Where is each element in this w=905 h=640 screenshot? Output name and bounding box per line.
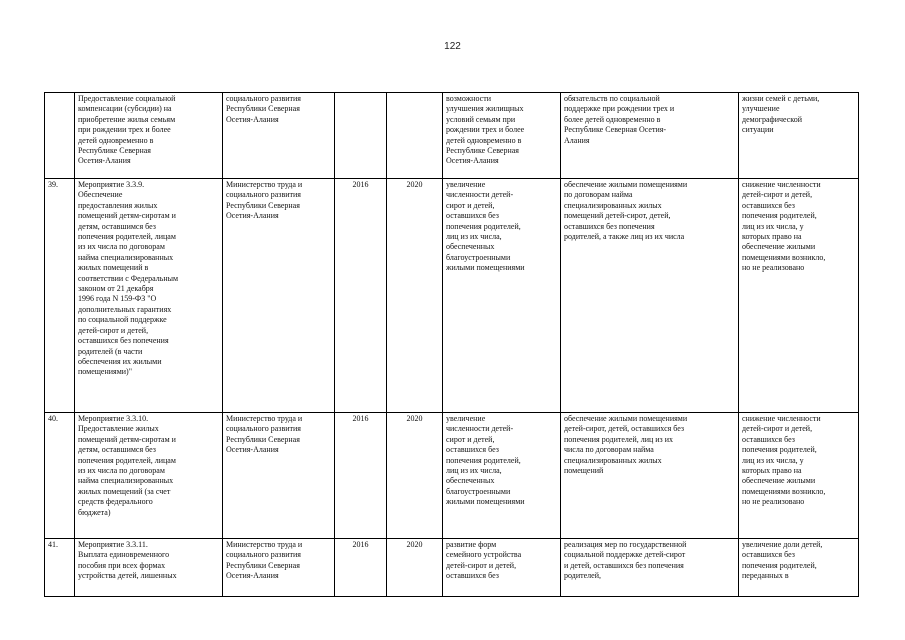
consequences: обеспечение жилыми помещениями по договорам найма специализированных жилых помещений детей-сирот, детей, оставшихся без попечения родителей, а также лиц из их числа [561,179,739,413]
row-number: 39. [45,179,75,413]
end-year: 2020 [387,179,443,413]
expected-result: возможности улучшения жилищных условий семьям при рождении трех и более детей одновременно в Республике Северная Осетия-Алания [443,93,561,179]
start-year [335,93,387,179]
executor: Министерство труда и социального развития Республики Северная Осетия-Алания [223,539,335,597]
indicator-link: увеличение доли детей, оставшихся без попечения родителей, переданных в [739,539,859,597]
start-year: 2016 [335,179,387,413]
executor: Министерство труда и социального развития Республики Северная Осетия-Алания [223,179,335,413]
event-description: Предоставление социальной компенсации (субсидии) на приобретение жилья семьям при рождении трех и более детей одновременно в Республике Северная Осетия-Алания [75,93,223,179]
indicator-link: жизни семей с детьми, улучшение демографической ситуации [739,93,859,179]
table-row [45,539,859,597]
page-number: 122 [444,41,461,52]
event-description: Мероприятие 3.3.9. Обеспечение предоставления жилых помещений детям-сиротам и детям, оставшимся без попечения родителей, лицам из их числа по договорам найма специализированных жилых помещений в соответствии с Федеральным законом от 21 декабря 1996 года N 159-ФЗ "О дополнительных гарантиях по социальной поддержке детей-сирот и детей, оставшихся без попечения родителей (в части обеспечения их жилыми помещениями)" [75,179,223,413]
row-number: 41. [45,539,75,597]
indicator-link: снижение численности детей-сирот и детей, оставшихся без попечения родителей, лиц из их числа, у которых право на обеспечение жилыми помещениями возникло, но не реализовано [739,179,859,413]
start-year: 2016 [335,413,387,539]
consequences: обязательств по социальной поддержке при рождении трех и более детей одновременно в Республике Северная Осетия- Алания [561,93,739,179]
expected-result: увеличение численности детей- сирот и детей, оставшихся без попечения родителей, лиц из их числа, обеспеченных благоустроенными жилыми помещениями [443,179,561,413]
event-description: Мероприятие 3.3.10. Предоставление жилых помещений детям-сиротам и детям, оставшимся без попечения родителей, лицам из их числа по договорам найма специализированных жилых помещений (за счет средств федерального бюджета) [75,413,223,539]
start-year: 2016 [335,539,387,597]
program-events-table [44,92,859,597]
table-row [45,413,859,539]
row-number: 40. [45,413,75,539]
event-description: Мероприятие 3.3.11. Выплата единовременного пособия при всех формах устройства детей, лишенных [75,539,223,597]
end-year [387,93,443,179]
indicator-link: снижение численности детей-сирот и детей, оставшихся без попечения родителей, лиц из их числа, у которых право на обеспечение жилыми помещениями возникло, но не реализовано [739,413,859,539]
executor: Министерство труда и социального развития Республики Северная Осетия-Алания [223,413,335,539]
row-number [45,93,75,179]
executor: социального развития Республики Северная Осетия-Алания [223,93,335,179]
consequences: обеспечение жилыми помещениями детей-сирот, детей, оставшихся без попечения родителей, лиц из их числа по договорам найма специализированных жилых помещений [561,413,739,539]
table-row [45,93,859,179]
expected-result: увеличение численности детей- сирот и детей, оставшихся без попечения родителей, лиц из их числа, обеспеченных благоустроенными жилыми помещениями [443,413,561,539]
end-year: 2020 [387,413,443,539]
end-year: 2020 [387,539,443,597]
table-row [45,179,859,413]
expected-result: развитие форм семейного устройства детей-сирот и детей, оставшихся без [443,539,561,597]
consequences: реализация мер по государственной социальной поддержке детей-сирот и детей, оставшихся без попечения родителей, [561,539,739,597]
